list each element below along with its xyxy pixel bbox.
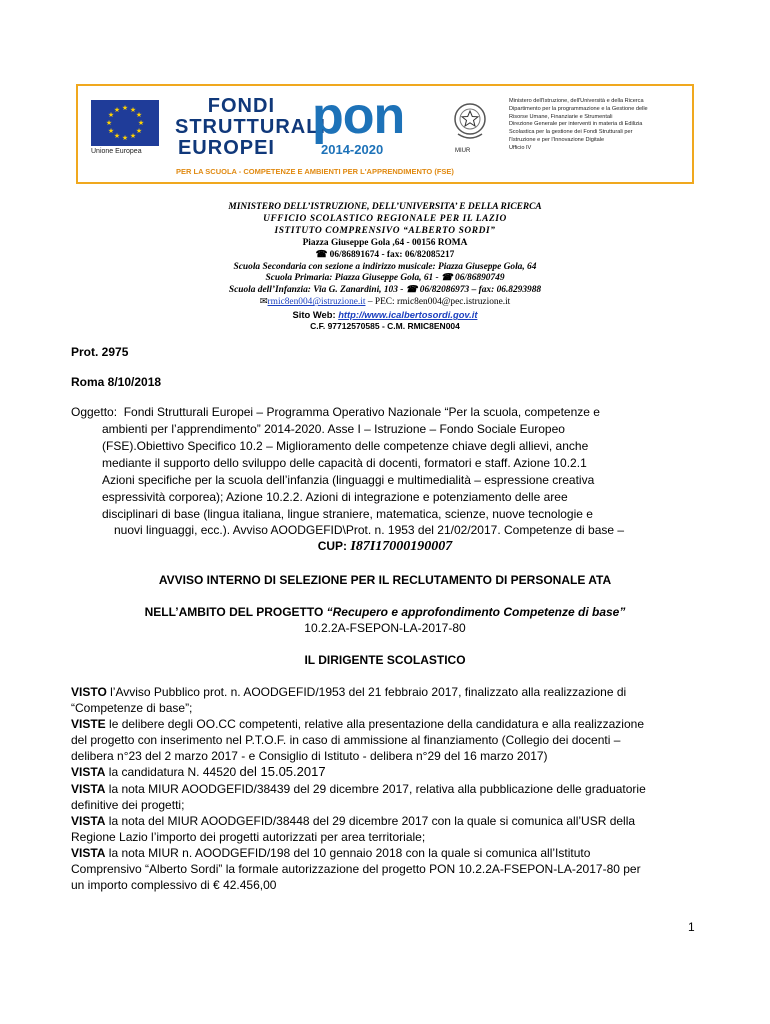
subject-label: Oggetto:	[71, 405, 118, 419]
fondi-line: STRUTTURALI	[175, 116, 326, 138]
recital-text: un importo complessivo di € 42.456,00	[71, 878, 277, 892]
protocol-number: Prot. 2975	[71, 345, 129, 359]
school-phone: ☎ 06/86891674 - fax: 06/82085217	[315, 249, 455, 260]
pon-logo: pon	[312, 87, 405, 145]
recital-keyword: VISTO	[71, 685, 107, 699]
recital-text: le delibere degli OO.CC competenti, relative alla presentazione della candidatura e alla realizzazione	[105, 717, 644, 731]
recital-text: Comprensivo “Alberto Sordi” la formale autorizzazione del progetto PON 10.2.2A-FSEPON-LA-2017-80 per	[71, 862, 641, 876]
recital-text: definitive dei progetti;	[71, 798, 185, 812]
recital-keyword: VISTA	[71, 846, 106, 860]
dirigente-heading: IL DIRIGENTE SCOLASTICO	[304, 653, 466, 667]
secondary-school-address: Scuola Secondaria con sezione a indirizzo musicale: Piazza Giuseppe Gola, 64	[233, 261, 537, 272]
ministry-line: Dipartimento per la programmazione e la Gestione delle	[509, 105, 648, 112]
school-address: Piazza Giuseppe Gola ,64 - 00156 ROMA	[302, 237, 468, 248]
ministry-line: Direzione Generale per interventi in materia di Edilizia	[509, 121, 643, 128]
recital-text: Regione Lazio l’importo dei progetti autorizzati per area territoriale;	[71, 830, 426, 844]
recital-text: delibera n°23 del 2 marzo 2017 - e Consiglio di Istituto - delibera n°29 del 16 marzo 2017)	[71, 749, 548, 763]
svg-text:★: ★	[121, 104, 129, 112]
project-prefix: NELL’AMBITO DEL PROGETTO	[144, 605, 327, 619]
svg-text:★: ★	[107, 127, 115, 135]
subject-text: Fondi Strutturali Europei – Programma Operativo Nazionale “Per la scuola, competenze e	[123, 405, 600, 419]
infancy-school-address: Scuola dell’Infanzia: Via G. Zanardini, 103 - ☎ 06/82086973 – fax: 06.8293988	[228, 285, 542, 296]
project-line	[0, 604, 770, 620]
italian-republic-emblem-icon	[452, 100, 488, 142]
svg-text:★: ★	[129, 132, 137, 140]
project-name: “Recupero e approfondimento Competenze di base”	[326, 605, 626, 619]
pon-banner	[76, 84, 694, 184]
svg-text:★: ★	[135, 111, 143, 119]
subject-line: nuovi linguaggi, ecc.). Avviso AOODGEFID\Prot. n. 1953 del 21/02/2017. Competenze di base –	[114, 523, 625, 537]
regional-office-heading: UFFICIO SCOLASTICO REGIONALE PER IL LAZIO	[263, 213, 507, 224]
subject-line: ambienti per l’apprendimento” 2014-2020. Asse I – Istruzione – Fondo Sociale Europeo	[102, 422, 565, 436]
subject-line: espressività corporea); Azione 10.2.2. Azioni di integrazione e potenziamento delle aree	[102, 490, 568, 504]
recital-text: “Competenze di base”;	[71, 701, 193, 715]
ministry-line: Scolastica per la gestione dei Fondi Strutturali per	[509, 129, 633, 136]
svg-text:★: ★	[113, 106, 121, 114]
cup-label: CUP:	[317, 539, 351, 553]
website-line	[100, 309, 670, 321]
recital-vista-autorizzazione	[71, 845, 590, 861]
recital-date: del 15.05.2017	[239, 764, 326, 779]
eu-flag-icon	[91, 100, 159, 146]
envelope-icon: ✉	[259, 297, 268, 308]
school-letterhead	[100, 202, 670, 333]
school-name-heading: ISTITUTO COMPRENSIVO “ALBERTO SORDI”	[274, 225, 496, 236]
recital-text: del progetto con inserimento nel P.T.O.F. in caso di ammissione al finanziamento (Collegio dei docenti –	[71, 733, 621, 747]
subject-line: Azioni specifiche per la scuola dell’infanzia (linguaggi e multimedialità – espressione creativa	[102, 473, 595, 487]
svg-text:★: ★	[113, 132, 121, 140]
recital-vista-graduatorie	[71, 781, 646, 797]
svg-text:★: ★	[129, 106, 137, 114]
subject-line: (FSE).Obiettivo Specifico 10.2 – Miglioramento delle competenze chiave degli allievi, anche	[102, 439, 589, 453]
fondi-line: EUROPEI	[177, 137, 275, 159]
pon-years: 2014-2020	[321, 142, 384, 157]
recital-vista-candidatura	[71, 764, 326, 780]
recital-text: l’Avviso Pubblico prot. n. AOODGEFID/1953 del 21 febbraio 2017, finalizzato alla realizzazione di	[106, 685, 627, 699]
website-link[interactable]: http://www.icalbertosordi.gov.it	[338, 309, 478, 321]
ministry-line: Ufficio IV	[509, 144, 532, 151]
svg-text:★: ★	[121, 134, 129, 142]
recital-keyword: VISTE	[71, 717, 106, 731]
recital-vista-usr	[71, 813, 635, 829]
recital-text: la nota MIUR n. AOODGEFID/198 del 10 gennaio 2018 con la quale si comunica all’Istituto	[105, 846, 591, 860]
banner-tagline: PER LA SCUOLA - COMPETENZE E AMBIENTI PER L'APPRENDIMENTO (FSE)	[176, 167, 454, 176]
svg-text:★: ★	[105, 119, 113, 127]
notice-title: AVVISO INTERNO DI SELEZIONE PER IL RECLUTAMENTO DI PERSONALE ATA	[158, 573, 612, 587]
subject-line: mediante il supporto dello sviluppo delle capacità di docenti, formatori e staff. Azione 10.2.1	[102, 456, 587, 470]
cup-code: I87I17000190007	[350, 539, 453, 554]
ministry-department-text	[509, 98, 689, 153]
miur-label: MIUR	[455, 148, 471, 154]
ministry-line: Ministero dell'Istruzione, dell'Università e della Ricerca	[509, 98, 644, 104]
ministry-heading: MINISTERO DELL’ISTRUZIONE, DELL’UNIVERSITA’ E DELLA RICERCA	[228, 202, 542, 212]
project-code: 10.2.2A-FSEPON-LA-2017-80	[304, 621, 466, 635]
page-number: 1	[688, 920, 695, 934]
recital-keyword: VISTA	[71, 814, 106, 828]
fondi-line: FONDI	[207, 95, 275, 117]
document-date: Roma 8/10/2018	[71, 375, 162, 389]
fondi-strutturali-logo	[175, 95, 326, 159]
ministry-line: Risorse Umane, Finanziarie e Strumentali	[509, 113, 613, 120]
svg-text:★: ★	[135, 127, 143, 135]
website-label: Sito Web:	[292, 309, 339, 321]
subject-line: disciplinari di base (lingua italiana, lingue straniere, matematica, scienze, nuove tecnologie e	[102, 507, 593, 521]
eu-label: Unione Europea	[91, 148, 142, 155]
fiscal-codes: C.F. 97712570585 - C.M. RMIC8EN004	[310, 321, 460, 332]
recital-text: la nota del MIUR AOODGEFID/38448 del 29 dicembre 2017 con la quale si comunica all’USR della	[105, 814, 636, 828]
cup-line	[0, 538, 770, 555]
pec-address: – PEC: rmic8en004@pec.istruzione.it	[365, 297, 511, 308]
svg-text:★: ★	[137, 119, 145, 127]
email-link[interactable]: rmic8en004@istruzione.it	[267, 297, 366, 308]
recital-visto-avviso	[71, 684, 626, 700]
email-line	[100, 297, 670, 309]
ministry-line: l'Istruzione e per l'Innovazione Digitale	[509, 136, 605, 143]
recital-text: la nota MIUR AOODGEFID/38439 del 29 dicembre 2017, relativa alla pubblicazione delle graduatorie	[105, 782, 646, 796]
recital-keyword: VISTA	[71, 782, 106, 796]
svg-text:★: ★	[107, 111, 115, 119]
recital-viste-delibere	[71, 716, 644, 732]
primary-school-address: Scuola Primaria: Piazza Giuseppe Gola, 61 - ☎ 06/86890749	[265, 273, 505, 284]
recital-keyword: VISTA	[71, 765, 106, 779]
recital-text: la candidatura N. 44520	[105, 765, 240, 779]
subject-first-line	[71, 404, 600, 420]
